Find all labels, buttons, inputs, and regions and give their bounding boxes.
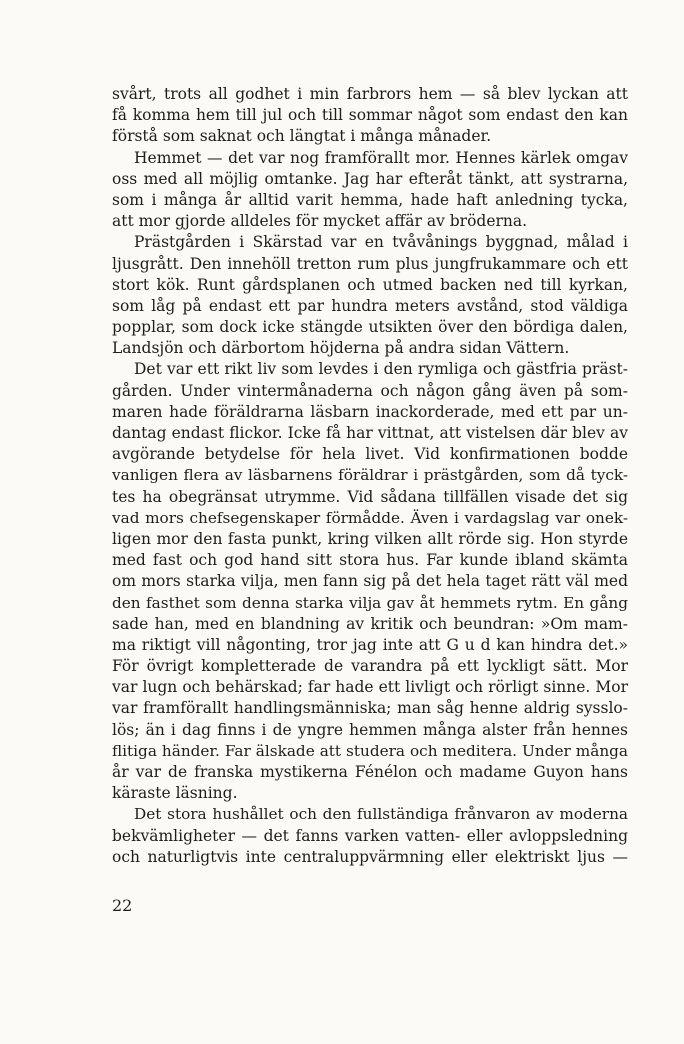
text-line: ligen mor den fasta punkt, kring vilken allt rörde sig. Hon styrde	[112, 529, 628, 548]
text-line: vad mors chefsegenskaper förmådde. Även i vardagslag var onek-	[112, 508, 628, 527]
text-line: som i många år alltid varit hemma, hade haft anledning tycka,	[112, 190, 628, 209]
text-line: flitiga händer. Far älskade att studera och meditera. Under många	[112, 741, 628, 760]
text-line: ma riktigt vill någonting, tror jag inte att G u d kan hindra det.»	[112, 635, 628, 654]
text-line: käraste läsning.	[112, 784, 238, 803]
text-line: Prästgården i Skärstad var en tvåvånings byggnad, målad i	[134, 233, 628, 252]
text-line: vanligen flera av läsbarnens föräldrar i prästgården, som då tyck-	[112, 466, 628, 485]
text-line: svårt, trots all godhet i min farbrors hem — så blev lyckan att	[112, 85, 628, 103]
text-line: om mors starka vilja, men fann sig på det hela taget rätt väl med	[112, 572, 628, 591]
text-line: tes ha obegränsat utrymme. Vid sådana tillfällen visade det sig	[112, 487, 628, 506]
text-line: lös; än i dag finns i de yngre hemmen många alster från hennes	[112, 720, 628, 739]
text-line: dantag endast flickor. Icke få har vittnat, att vistelsen där blev av	[112, 424, 628, 442]
text-line: maren hade föräldrarna läsbarn inackorderade, med ett par un-	[112, 402, 628, 421]
text-line: den fasthet som denna starka vilja gav åt hemmets rytm. En gång	[112, 593, 628, 612]
text-line: Det var ett rikt liv som levdes i den rymliga och gästfria präst-	[134, 360, 628, 379]
text-line: gården. Under vintermånaderna och någon gång även på som-	[112, 381, 628, 400]
text-line: Landsjön och därbortom höjderna på andra sidan Vättern.	[112, 339, 570, 358]
text-line: förstå som saknat och längtat i många månader.	[112, 127, 492, 146]
page-body	[112, 84, 628, 868]
text-line: oss med all möjlig omtanke. Jag har efteråt tänkt, att systrarna,	[112, 169, 628, 188]
text-line: avgörande betydelse för hela livet. Vid konfirmationen bodde	[112, 445, 628, 464]
text-line: ljusgrått. Den innehöll tretton rum plus jungfrukammare och ett	[112, 254, 628, 273]
text-line: var framförallt handlingsmänniska; man såg henne aldrig sysslo-	[112, 699, 628, 718]
text-line: och naturligtvis inte centraluppvärmning eller elektriskt ljus —	[112, 847, 628, 866]
text-line: bekvämligheter — det fanns varken vatten- eller avloppsledning	[112, 826, 628, 845]
text-line: år var de franska mystikerna Fénélon och madame Guyon hans	[112, 763, 628, 781]
text-line: Hemmet — det var nog framförallt mor. Hennes kärlek omgav	[134, 148, 628, 167]
text-line: För övrigt kompletterade de varandra på ett lyckligt sätt. Mor	[112, 657, 628, 676]
page-number: 22	[112, 896, 133, 915]
text-line: sade han, med en blandning av kritik och beundran: »Om mam-	[112, 614, 628, 633]
text-line: stort kök. Runt gårdsplanen och utmed backen ned till kyrkan,	[112, 275, 628, 294]
text-line: med fast och god hand sitt stora hus. Far kunde ibland skämta	[112, 551, 628, 570]
text-line: popplar, som dock icke stängde utsikten över den bördiga dalen,	[112, 318, 628, 337]
text-line: att mor gjorde alldeles för mycket affär av bröderna.	[112, 212, 528, 231]
text-line: var lugn och behärskad; far hade ett livligt och rörligt sinne. Mor	[112, 678, 628, 697]
text-line: få komma hem till jul och till sommar något som endast den kan	[112, 106, 628, 125]
text-line: som låg på endast ett par hundra meters avstånd, stod väldiga	[112, 296, 628, 315]
text-line: Det stora hushållet och den fullständiga frånvaron av moderna	[134, 805, 628, 824]
